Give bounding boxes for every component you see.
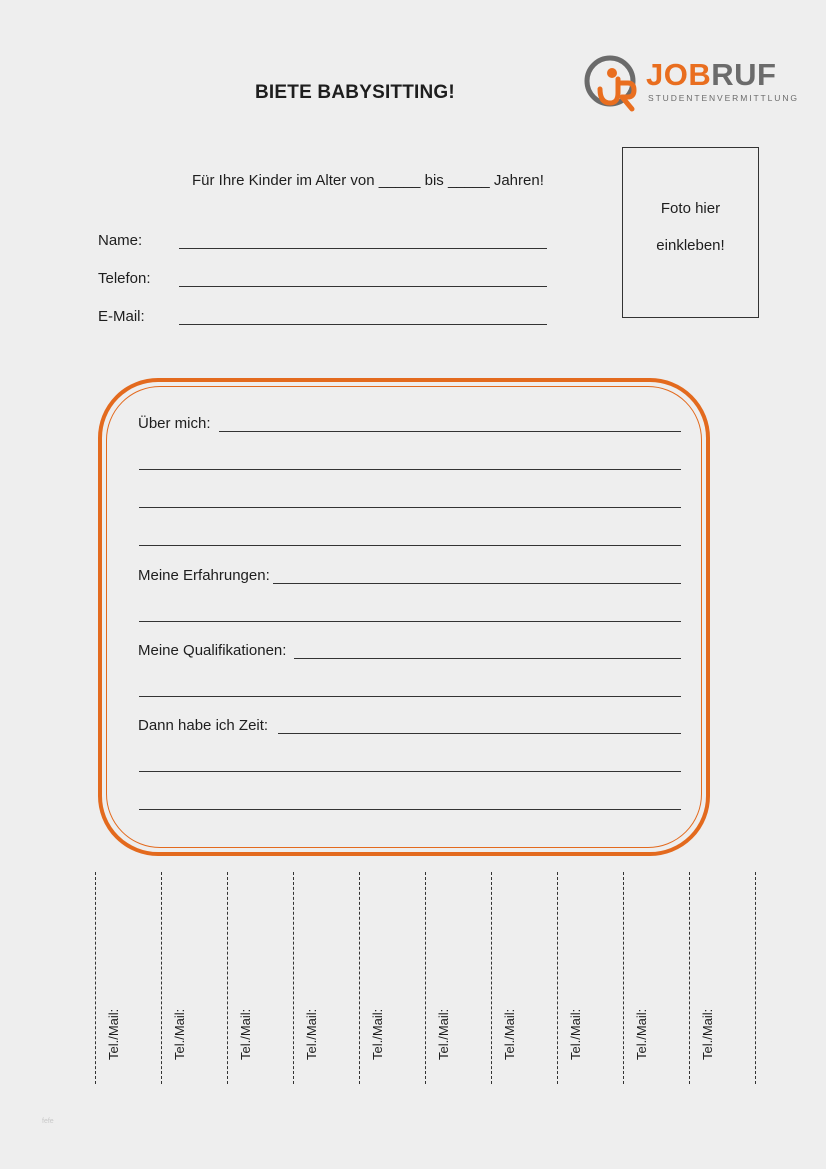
tear-tab-label: Tel./Mail: xyxy=(304,1008,319,1060)
availability-line[interactable] xyxy=(278,733,681,734)
photo-line1: Foto hier xyxy=(660,200,721,217)
experience-line[interactable] xyxy=(273,583,681,584)
tear-tab-label: Tel./Mail: xyxy=(436,1008,451,1060)
tear-tab-label: Tel./Mail: xyxy=(634,1008,649,1060)
phone-field-line[interactable] xyxy=(179,286,547,287)
page-title: BIETE BABYSITTING! xyxy=(255,82,455,103)
tab-cut-line xyxy=(689,872,690,1084)
tear-tab-label: Tel./Mail: xyxy=(106,1008,121,1060)
tab-cut-line xyxy=(755,872,756,1084)
tab-cut-line xyxy=(491,872,492,1084)
photo-placeholder-box xyxy=(622,147,759,318)
logo-brand-part1: JOB xyxy=(646,57,712,92)
about-label: Über mich: xyxy=(138,415,211,432)
tab-cut-line xyxy=(293,872,294,1084)
tab-cut-line xyxy=(623,872,624,1084)
about-line[interactable] xyxy=(139,507,681,508)
tab-cut-line xyxy=(557,872,558,1084)
name-label: Name: xyxy=(98,232,143,249)
tab-cut-line xyxy=(425,872,426,1084)
tab-cut-line xyxy=(95,872,96,1084)
qualifications-line[interactable] xyxy=(294,658,681,659)
logo-tagline: STUDENTENVERMITTLUNG xyxy=(648,93,799,103)
jobruf-logo xyxy=(582,53,799,115)
tear-tab-label: Tel./Mail: xyxy=(172,1008,187,1060)
profile-frame-inner xyxy=(106,386,702,848)
logo-brand-part2: RUF xyxy=(711,57,777,92)
photo-line2: einkleben! xyxy=(656,237,725,254)
tear-tab-label: Tel./Mail: xyxy=(502,1008,517,1060)
tab-cut-line xyxy=(161,872,162,1084)
about-line[interactable] xyxy=(139,469,681,470)
logo-wordmark xyxy=(646,57,776,93)
availability-label: Dann habe ich Zeit: xyxy=(138,717,269,734)
phone-label: Telefon: xyxy=(98,270,151,287)
about-line[interactable] xyxy=(219,431,681,432)
tear-tab-label: Tel./Mail: xyxy=(568,1008,583,1060)
running-person-logo-icon xyxy=(582,53,642,113)
qualifications-line[interactable] xyxy=(139,696,681,697)
tear-tab-label: Tel./Mail: xyxy=(238,1008,253,1060)
tab-cut-line xyxy=(227,872,228,1084)
experience-label: Meine Erfahrungen: xyxy=(138,567,270,584)
tab-cut-line xyxy=(359,872,360,1084)
about-line[interactable] xyxy=(139,545,681,546)
availability-line[interactable] xyxy=(139,771,681,772)
footer-mark: fefe xyxy=(42,1118,54,1125)
tear-tab-label: Tel./Mail: xyxy=(700,1008,715,1060)
experience-line[interactable] xyxy=(139,621,681,622)
age-range-text: Für Ihre Kinder im Alter von _____ bis _____ Jahren! xyxy=(192,172,544,189)
qualifications-label: Meine Qualifikationen: xyxy=(138,642,287,659)
availability-line[interactable] xyxy=(139,809,681,810)
email-field-line[interactable] xyxy=(179,324,547,325)
email-label: E-Mail: xyxy=(98,308,145,325)
name-field-line[interactable] xyxy=(179,248,547,249)
tear-tab-label: Tel./Mail: xyxy=(370,1008,385,1060)
